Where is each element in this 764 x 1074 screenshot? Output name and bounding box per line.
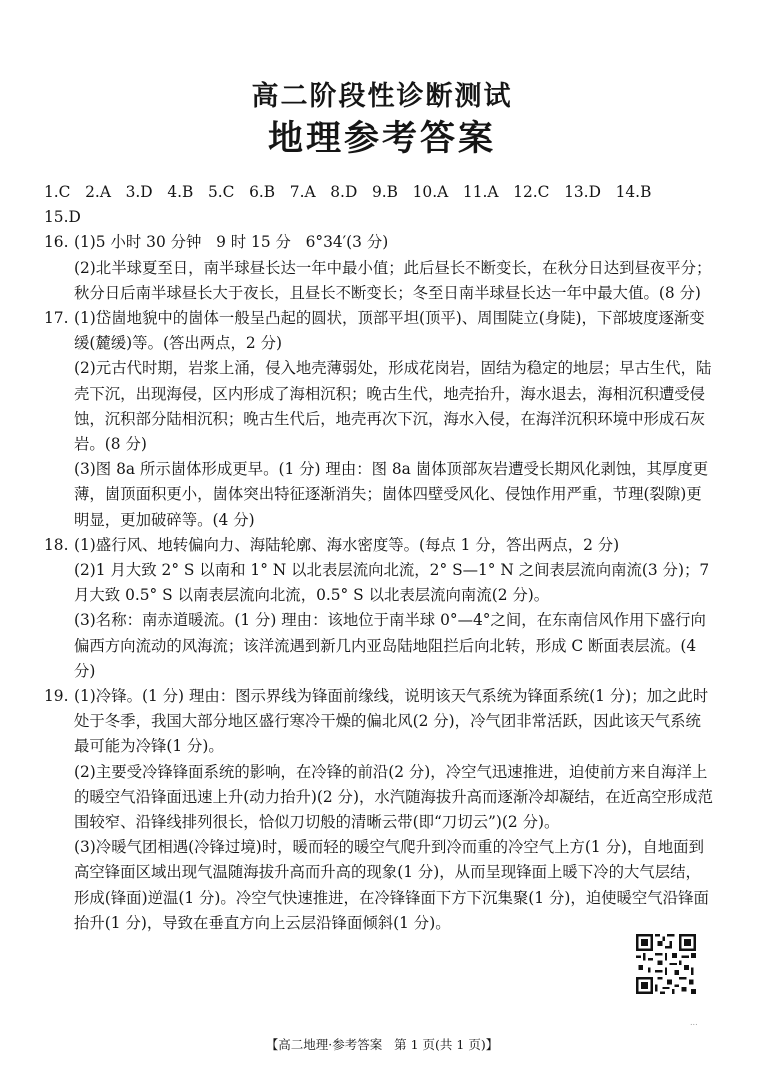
corner-mark: ... <box>690 1018 698 1027</box>
q18-part2: (2)1 月大致 2° S 以南和 1° N 以北表层流向北流，2° S—1° N 之间表层流向南流(3 分)；7 月大致 0.5° S 以南表层流向北流，0.5° S 以北表层流向南流(2 分)。 <box>74 561 710 605</box>
question-number: 18. <box>44 535 69 554</box>
q16-part1: (1)5 小时 30 分钟 9 时 15 分 6°34′(3 分) <box>74 233 389 252</box>
answer-key-title: 地理参考答案 <box>267 119 496 159</box>
question-17 <box>44 306 714 533</box>
exam-title: 高二阶段性诊断测试 <box>251 81 513 112</box>
answer-content <box>44 180 714 936</box>
page-footer: 【高二地理·参考答案 第 1 页(共 1 页)】 <box>265 1037 499 1052</box>
q16-part2: (2)北半球夏至日，南半球昼长达一年中最小值；此后昼长不断变长，在秋分日达到昼夜平分；秋分日后南半球昼长大于夜长，且昼长不断变长；冬至日南半球昼长达一年中最大值。(8 分) <box>74 258 712 302</box>
q17-part1: (1)岱崮地貌中的崮体一般呈凸起的圆状，顶部平坦(顶平)、周围陡立(身陡)，下部坡度逐渐变缓(麓缓)等。(答出两点，2 分) <box>74 309 705 353</box>
question-number: 17. <box>44 309 69 328</box>
q17-part3: (3)图 8a 所示崮体形成更早。(1 分) 理由：图 8a 崮体顶部灰岩遭受长期风化剥蚀，其厚度更薄，崮顶面积更小，崮体突出特征逐渐消失；崮体四壁受风化、侵蚀作用严重，节理(裂隙)更明显，更加破碎等。(4 分) <box>74 460 709 529</box>
question-number: 19. <box>44 687 69 706</box>
mc-answers-line1: 1.C 2.A 3.D 4.B 5.C 6.B 7.A 8.D 9.B 10.A 11.A 12.C 13.D 14.B <box>44 183 652 201</box>
q19-part3: (3)冷暖气团相遇(冷锋过境)时，暖而轻的暖空气爬升到冷而重的冷空气上方(1 分)，自地面到高空锋面区域出现气温随海拔升高而升高的现象(1 分)，从而呈现锋面上暖下冷的大气层结，形成(锋面)逆温(1 分)。冷空气快速推进，在冷锋锋面下方下沉集聚(1 分)，迫使暖空气沿锋面抬升(1 分)，导致在垂直方向上云层沿锋面倾斜(1 分)。 <box>74 838 709 932</box>
q19-part2: (2)主要受冷锋锋面系统的影响，在冷锋的前沿(2 分)，冷空气迅速推进，迫使前方来自海洋上的暖空气沿锋面迅速上升(动力抬升)(2 分)，水汽随海拔升高而逐渐冷却凝结，在近高空形成范围较窄、沿锋线排列很长，恰似刀切般的清晰云带(即“刀切云”)(2 分)。 <box>74 762 713 832</box>
question-19 <box>44 684 714 936</box>
question-16 <box>44 230 714 306</box>
q18-part3: (3)名称：南赤道暖流。(1 分) 理由：该地位于南半球 0°—4°之间，在东南信风作用下盛行向偏西方向流动的风海流；该洋流遇到新几内亚岛陆地阻拦后向北转，形成 C 断面表层流。(4 分) <box>74 611 706 680</box>
q17-part2: (2)元古代时期，岩浆上涌，侵入地壳薄弱处，形成花岗岩，固结为稳定的地层；早古生代，陆壳下沉，出现海侵，区内形成了海相沉积；晚古生代，地壳抬升，海水退去，海相沉积遭受侵蚀，沉积部分陆相沉积；晚古生代后，地壳再次下沉，海水入侵，在海洋沉积环境中形成石灰岩。(8 分) <box>74 359 712 454</box>
mc-answers-line2: 15.D <box>44 208 81 227</box>
question-number: 16. <box>44 233 69 252</box>
qr-code-icon <box>636 934 696 994</box>
question-18 <box>44 533 714 684</box>
q19-part1: (1)冷锋。(1 分) 理由：图示界线为锋面前缘线，说明该天气系统为锋面系统(1 分)；加之此时处于冬季，我国大部分地区盛行寒冷干燥的偏北风(2 分)，冷气团非常活跃，因此该天气系统最可能为冷锋(1 分)。 <box>74 687 709 756</box>
q18-part1: (1)盛行风、地转偏向力、海陆轮廓、海水密度等。(每点 1 分，答出两点，2 分) <box>74 535 620 554</box>
